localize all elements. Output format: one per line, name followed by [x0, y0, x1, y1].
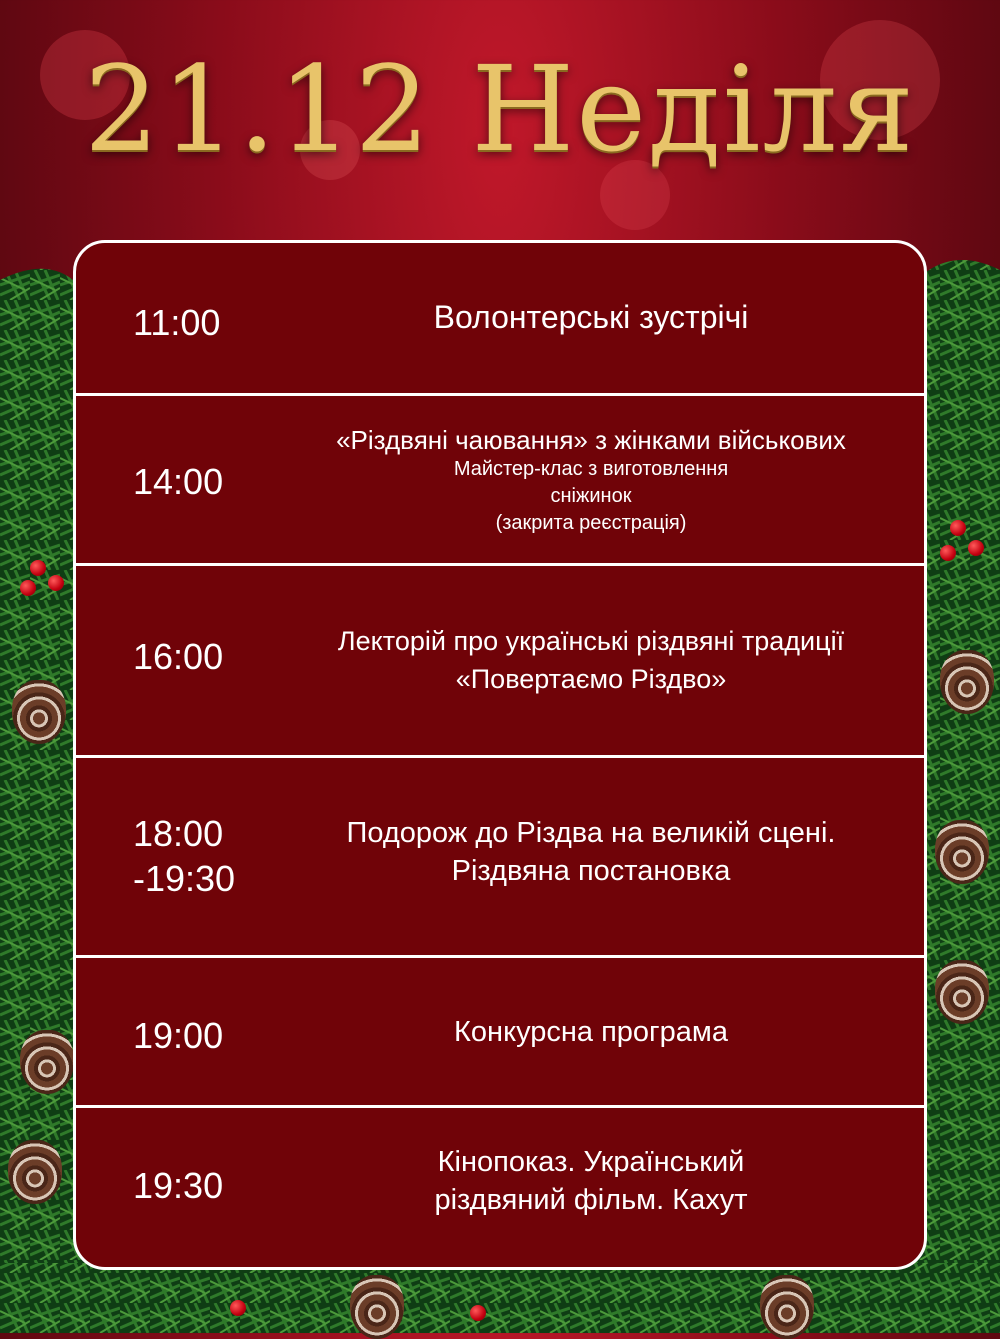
event-time: 18:00 [133, 813, 224, 854]
event-title: Подорож до Різдва на великій сцені. [346, 817, 836, 849]
pine-cone [935, 960, 989, 1024]
page-title [0, 40, 1000, 178]
event-title: Конкурсна програма [454, 1016, 728, 1048]
red-berry [48, 575, 64, 591]
event-description [286, 1143, 896, 1219]
pine-cone [760, 1275, 814, 1339]
red-berry [20, 580, 36, 596]
event-time: 16:00 [133, 636, 224, 677]
red-berry [470, 1305, 486, 1321]
event-time: 11:00 [133, 302, 221, 343]
schedule-row [76, 393, 924, 563]
event-time-end: -19:30 [133, 858, 236, 899]
event-time: 19:00 [133, 1015, 224, 1056]
red-berry [30, 560, 46, 576]
schedule-board [73, 240, 927, 1270]
event-subtitle: різдвяний фільм. Кахут [434, 1184, 748, 1216]
event-title: Лекторій про українські різдвяні традиції [337, 626, 845, 656]
pine-cone [935, 820, 989, 884]
pine-cone [8, 1140, 62, 1204]
event-subtitle: Різдвяна постановка [451, 855, 731, 887]
pine-cone [12, 680, 66, 744]
schedule-row [76, 563, 924, 755]
pine-cone [350, 1275, 404, 1339]
event-subtitle: «Повертаємо Різдво» [455, 664, 727, 694]
event-description [286, 298, 896, 336]
red-berry [950, 520, 966, 536]
schedule-row [76, 1105, 924, 1270]
event-title: Волонтерські зустрічі [433, 299, 749, 335]
event-note: (закрита реєстрація) [495, 512, 687, 534]
title-date: 21.12 [84, 40, 432, 178]
event-description [286, 814, 896, 890]
pine-cone [20, 1030, 74, 1094]
event-description [286, 1013, 896, 1051]
schedule-row [76, 755, 924, 955]
red-berry [968, 540, 984, 556]
schedule-row [76, 955, 924, 1105]
schedule-row [76, 243, 924, 393]
event-description [286, 622, 896, 698]
pine-cone [940, 650, 994, 714]
title-weekday: Неділя [471, 40, 916, 178]
event-subtitle: сніжинок [550, 485, 632, 507]
event-title: Кінопоказ. Український [437, 1146, 745, 1178]
event-title: «Різдвяні чаювання» з жінками військових [336, 425, 846, 455]
event-time: 19:30 [133, 1165, 224, 1206]
event-time: 14:00 [133, 461, 224, 502]
red-berry [940, 545, 956, 561]
event-description [286, 424, 896, 537]
red-berry [230, 1300, 246, 1316]
event-subtitle: Майстер-клас з виготовлення [453, 458, 729, 480]
